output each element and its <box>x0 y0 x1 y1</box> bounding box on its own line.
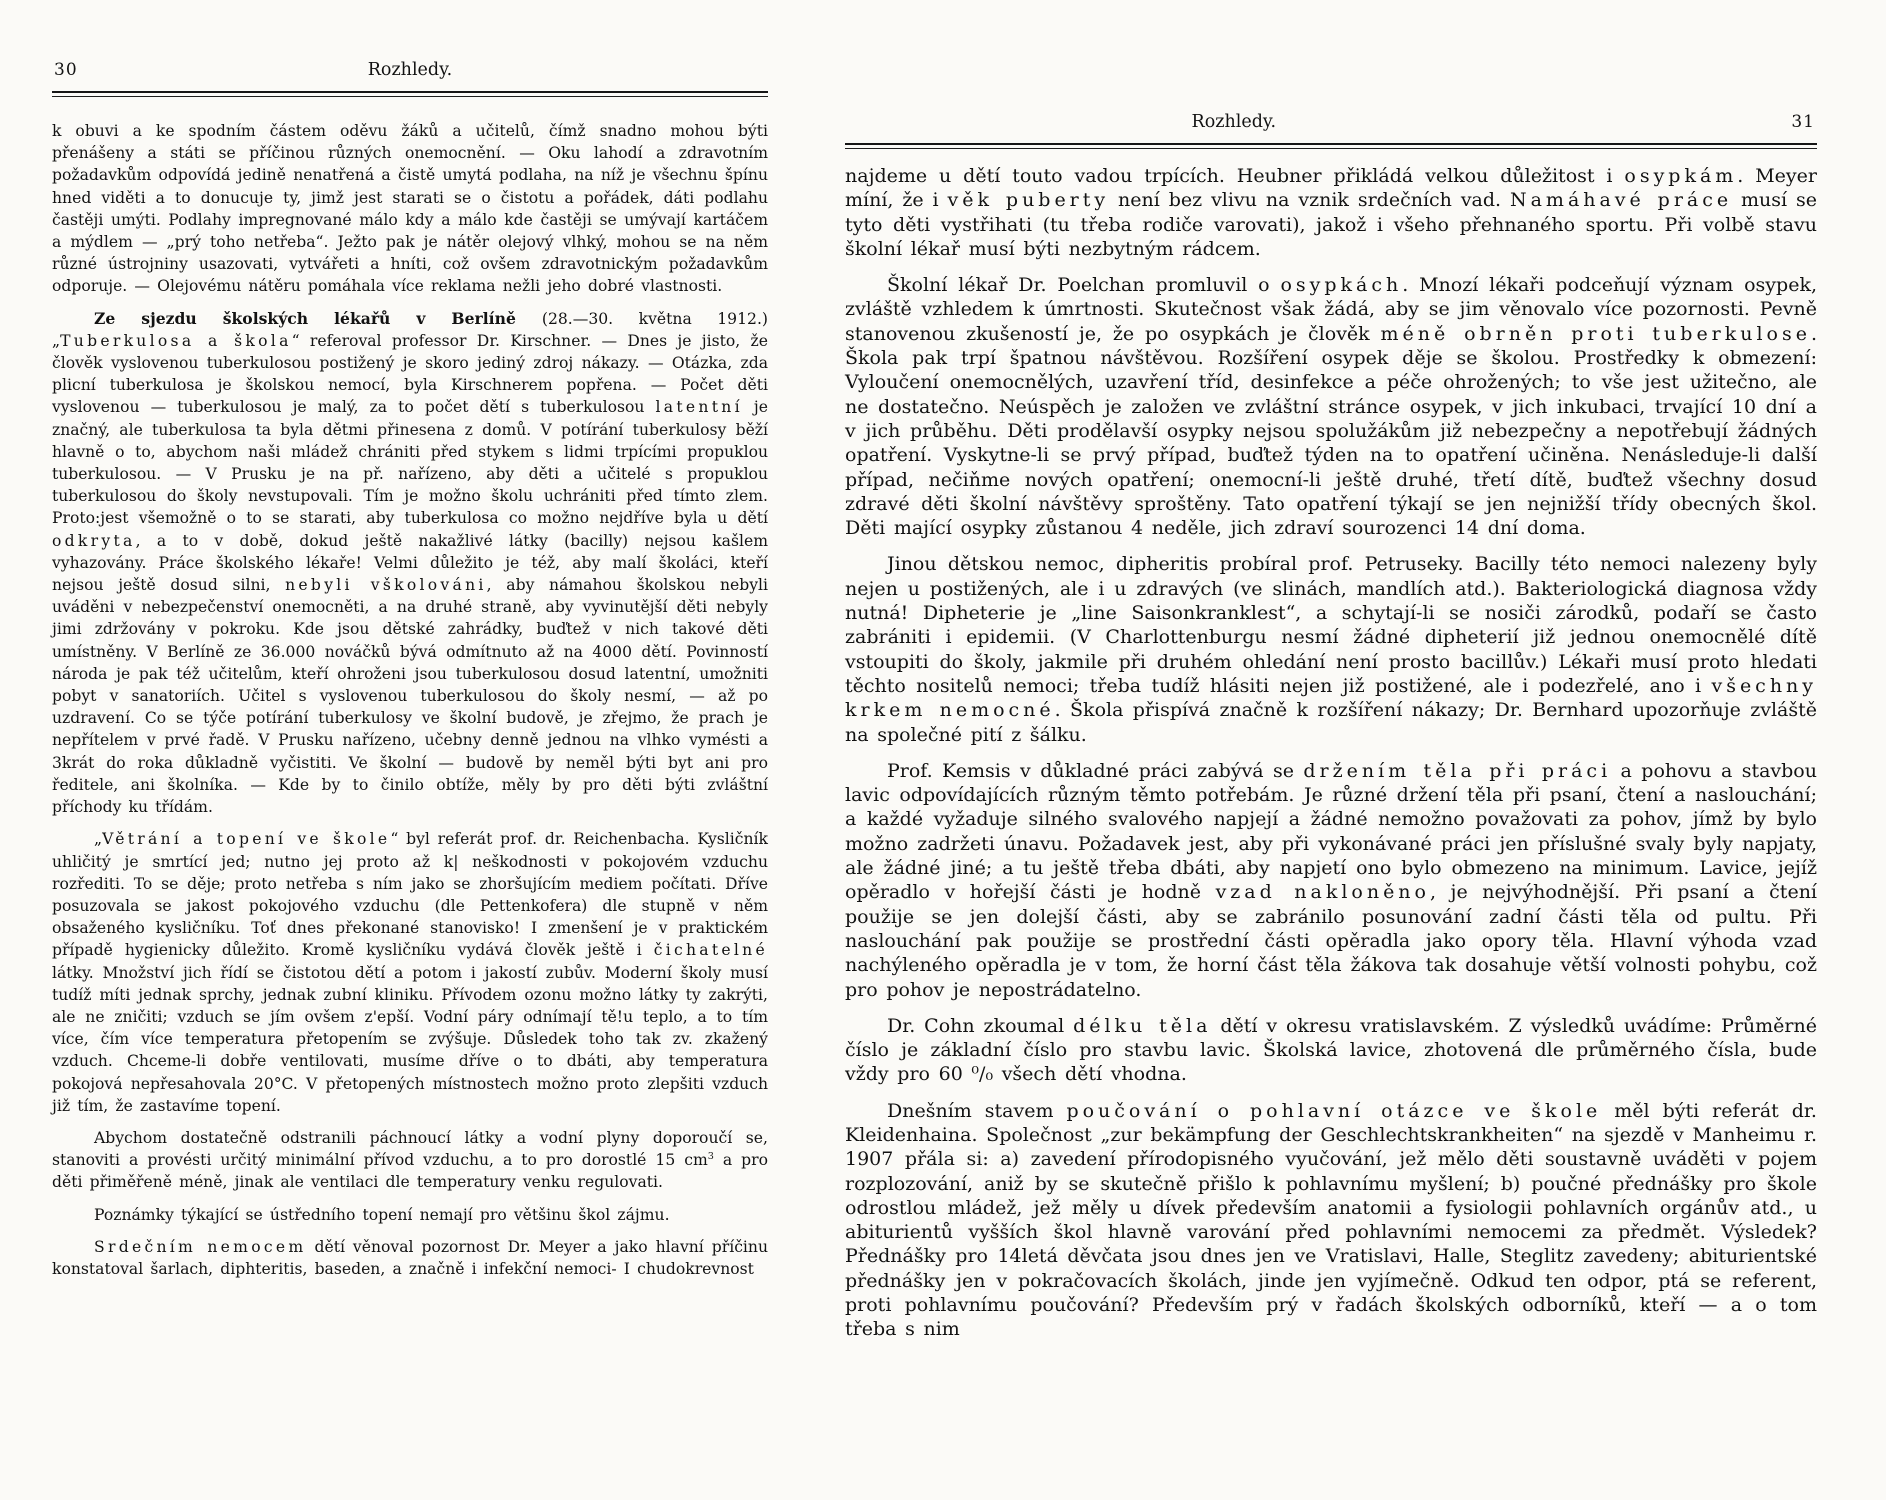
page-30-header <box>52 60 768 86</box>
text-run: Ze sjezdu školských lékařů v Berlíně <box>94 308 542 328</box>
text-run: všechny krkem nemocné <box>845 674 1817 722</box>
page-body <box>845 164 1817 1342</box>
text-run: měl býti referát dr. Kleidenhaina. Společnost „zur bekämpfung der Geschlechtskrankheiten“ na sjezdě v Manheimu r. 1907 přála si: a) zavedení přírodopisného vyučování, jež mělo děti soustavně uváděti v pojem rozplozování, aniž by se skutečně přišlo k pohlavnímu myšlení; b) poučné přednášky pro škole odrostlou mládež, jež měly u dívek především anatomii a fysiologii pohlavních orgánův atd., u abiturientů vyšších škol hlavně varování před pohlavními nemocemi za předmět. Výsledek? Přednášky pro 14letá děvčata jsou dnes jen ve Vratislavi, Halle, Steglitz zavedeny; abiturientské přednášky jen v pokračovacích školách, jinde jen vyjímečně. Odkud ten odpor, ptá se referent, proti pohlavnímu poučování? Především prý v řadách školských odborníků, kteří — a o tom třeba s nim <box>845 1099 1817 1341</box>
text-run: . Meyer míní, že i <box>845 165 1817 212</box>
text-run: Dnešním stavem <box>887 1099 1067 1122</box>
text-run: Školní lékař Dr. Poelchan promluvil o <box>887 274 1281 297</box>
text-run: latentní <box>655 398 743 417</box>
text-run: , a to v době, dokud ještě nakažlivé látky (bacilly) nejsou kašlem vyhazovány. Práce školského lékaře! Velmi důležito je též, aby malí školáci, kteří nejsou ještě dosud silni, <box>52 531 768 595</box>
page-body <box>52 120 768 1280</box>
paragraph <box>845 1099 1817 1342</box>
text-run: je značný, ale tuberkulosa ta byla dětmi přinesena z domů. V potírání tuberkulosy běží hlavně o to, abychom naši mládež chrániti před stykem s lidmi trpícími propuklou tuberkulosou. — V Prusku je na př. nařízeno, aby děti a učitelé s propuklou tuberkulosou do školy nevstupovali. Tím je možno školu uchrániti před tímto zlem. Proto:jest všemožně o to se starati, aby tuberkulosa co možno nejdříve byla u dětí <box>52 398 768 528</box>
text-run: věk puberty <box>947 189 1110 212</box>
page-31-header <box>845 112 1817 138</box>
paragraph <box>52 1236 768 1280</box>
text-run: 3 <box>707 1150 714 1162</box>
header-rule <box>52 91 768 97</box>
text-run: Dr. Cohn zkoumal <box>887 1014 1074 1037</box>
text-run: méně obrněn proti tuberkulose <box>1380 322 1811 345</box>
text-run: látky. Množství jich řídí se čistotou dětí a potom i jakostí zubův. Moderní školy musí tudíž míti jednak sprchy, jednak zubní kliniku. Přívodem ozonu možno látky ty zakrýti, ale ne zničiti; vzduch se jím ovšem z'epší. Vodní páry odnímají tě!u teplo, a to tím více, čím více temperatura přetopením se zvýšuje. Důsledek toho tak zv. zkažený vzduch. Chceme-li dobře ventilovati, musíme dříve o to dbáti, aby temperatura pokojová nepřesahovala 20°C. V přetopených místnostech možno proto zlepšiti vzduch již tím, že zastavíme topení. <box>52 963 768 1115</box>
paragraph <box>845 1014 1817 1087</box>
text-run: najdeme u dětí touto vadou trpících. Heubner přikládá velkou důležitost i <box>845 165 1625 187</box>
page-number: 30 <box>54 60 78 80</box>
text-run: dětí věnoval pozornost Dr. Meyer a jako hlavní příčinu konstatoval šarlach, diphteritis, baseden, a značně i infekční nemoci- I chudokrevnost <box>52 1237 768 1278</box>
page-30 <box>52 60 768 1280</box>
text-run: Abychom dostatečně odstranili páchnoucí látky a vodní plyny doporoučí se, stanoviti a provésti určitý minimální přívod vzduchu, a to pro dorostlé 15 cm <box>52 1128 768 1170</box>
header-rule <box>845 143 1817 149</box>
text-run: Jinou dětskou nemoc, dipheritis probíral prof. Petruseky. Bacilly této nemoci nalezeny byly nejen u postižených, ale i u zdravých (ve slinách, mandlích atd.). Bakteriologická diagnosa vždy nutná! Dipheterie je „line Saisonkranklest“, a schytají-li se nosiči zárodků, podaří se často zabrániti i epidemii. (V Charlottenburgu nesmí žádné dipheterií již jednou onemocnělé dítě vstoupiti do školy, jakmile při druhém ohledání není prosto bacillův.) Lékaři musí proto hledati těchto nositelů nemoci; třeba tudíž hlásiti nejen již postižené, ale i podezřelé, ano i <box>845 553 1817 697</box>
text-run: dětí v okresu vratislavském. Z výsledků uvádíme: Průměrné číslo je základní číslo pro stavbu lavic. Školská lavice, zhotovená dle průměrného čísla, bude vždy pro 60 ⁰/₀ všech dětí vhodna. <box>845 1014 1817 1086</box>
paragraph <box>52 120 768 298</box>
paragraph <box>52 1204 768 1226</box>
text-run: čichatelné <box>653 941 768 960</box>
text-run: osypkám <box>1624 165 1738 187</box>
paragraph <box>845 164 1817 261</box>
text-run: a pro děti přiměřeně méně, jinak ale ventilaci dle temperatury venku regulovati. <box>52 1151 768 1192</box>
text-run: vzad nakloněno <box>1215 881 1430 904</box>
text-run: “ byl referát prof. dr. Reichenbacha. Kysličník uhličitý je smrtící jed; nutno jej proto až k| neškodnosti v pokojovém vzduchu rozřediti. To se děje; proto netřeba s ním jako se zhoršujícím mediem počítati. Dříve posuzovala se jakost pokojového vzduchu (dle Pettenkofera) dle stupně v něm obsaženého kysličníku. Toť dnes překonané stanovisko! I zmenšení je v praktickém případě hygienicky důležito. Kromě kysličníku vydává člověk ještě i <box>52 830 768 960</box>
paragraph <box>52 828 768 1117</box>
text-run: Namáhavé práce <box>1510 189 1733 212</box>
text-run: k obuvi a ke spodním částem oděvu žáků a učitelů, čímž snadno mohou býti přenášeny a státi se příčinou různých onemocnění. — Oku lahodí a zdravotním požadavkům odpovídá jedině nenatřená a čistě umytá podlaha, na níž je všechnu špínu hned viděti a to donucuje ty, jimž jest starati se o čistotu a pořádek, dáti podlahu častěji umýti. Podlahy impregnované málo kdy a málo kde častěji se umývají kartáčem a mýdlem — „prý toho netřeba“. Ježto pak je nátěr olejový vlhký, mohou se na něm různé ústrojniny usazovati, vytvářeti a hníti, což ovšem zdravotnickým požadavkům odporuje. — Olejovému nátěru pomáhala více reklama nežli jeho dobré vlastnosti. <box>52 122 768 296</box>
running-title: Rozhledy. <box>367 60 453 80</box>
text-run: Tuberkulosa a škola <box>60 331 292 350</box>
text-run: Poznámky týkající se ústředního topení nemají pro většinu škol zájmu. <box>94 1205 670 1224</box>
paragraph <box>845 552 1817 746</box>
paragraph <box>52 308 768 819</box>
text-run: odkryta <box>52 531 136 550</box>
text-run: nebyli vškolováni <box>285 576 487 595</box>
text-run: „ <box>94 830 103 849</box>
running-title: Rozhledy. <box>1191 112 1277 132</box>
text-run: . Mnozí lékaři podceňují význam osypek, zvláště vzhledem k úmrtnosti. Skutečnost však žádá, aby se jim věnovalo více pozornosti. Pevně stanovenou zkušeností je, že po osypkách je člověk <box>845 274 1818 345</box>
text-run: Srdečním nemocem <box>94 1237 307 1256</box>
page-number: 31 <box>1791 112 1815 132</box>
text-run: Větrání a topení ve škole <box>102 830 391 849</box>
text-run: a pohovu a stavbou lavic odpovídajících různým těmto potřebám. Je různé držení těla při psaní, čtení a naslouchání; a každé vyžaduje silného svalového napjejí a žádné nemožno považovati za pohov, jímž by bylo možno zadržeti únavu. Požadavek jest, aby při vykonávané práci jen příslušné svaly byly napjaty, ale žádné jiné; a tu ještě třeba dbáti, aby napjetí ono bylo obmezeno na minimum. Lavice, jejíž opěradlo v hořejší části je hodně <box>845 759 1817 904</box>
paragraph <box>845 759 1817 1002</box>
text-run: , je nejvýhodnější. Při psaní a čtení použije se jen dolejší části, aby se zabránilo posunování zadní části těla od pultu. Při naslouchání pak použije se prostřední části opěradla jako opory těla. Hlavní výhoda vzad nachýleného opěradla je v tom, že horní část těla žákova tak dosahuje větší volnosti pohybu, což pro pohov je nepostrádatelno. <box>845 881 1818 1001</box>
text-run: držením těla při práci <box>1303 759 1612 782</box>
text-run: Prof. Kemsis v důkladné práci zabývá se <box>887 759 1304 782</box>
text-run: “ referoval professor Dr. Kirschner. — Dnes je jisto, že člověk vyslovenou tuberkulosou postižený je skoro jediný zdroj nákazy. — Otázka, zda plicní tuberkulosa je školskou nemocí, byla Kirschnerem popřena. — Počet děti vyslovenou — tuberkulosou je malý, za to počet dětí s tuberkulosou <box>52 331 768 417</box>
text-run: , aby námahou školskou nebyli uváděni v nebezpečenství onemocněti, a na druhé straně, aby vyvinutější děti nebyly jimi zdržovány v pokroku. Kde jsou dětské zahrádky, buďtež v nich takové děti umístněny. V Berlíně ze 36.000 nováčků bývá odmítnuto až na 4000 dětí. Povinností národa je pak též učitelům, kteří ohroženi jsou tuberkulosou dosud latentní, umožniti pobyt v sanatoriích. Učitel s vyslovenou tuberkulosou do školy nesmí, — až po uzdravení. Co se týče potírání tuberkulosy ve školní budově, je zřejmo, že prach je nepřítelem v prvé řadě. V Prusku nařízeno, učebny denně jednou na vlhko vymésti a 3krát do roka důkladně vyčistiti. Ve školní — budově by neměl býti byt ani pro ředitele, ani školníka. — Kde by to činilo obtíže, měly by pro děti býti zvláštní příchody ku třídám. <box>52 576 768 817</box>
text-run: není bez vlivu na vznik srdečních vad. <box>1109 189 1510 212</box>
page-31 <box>845 112 1817 1342</box>
text-run: délku těla <box>1073 1014 1212 1037</box>
text-run: poučování o pohlavní otázce ve škole <box>1066 1099 1602 1122</box>
text-run: osypkách <box>1280 274 1403 297</box>
paragraph <box>845 273 1817 540</box>
paragraph <box>52 1127 768 1194</box>
text-run: (28.—30. května 1912.) „ <box>52 309 768 350</box>
text-run: . Škola pak trpí špatnou návštěvou. Rozšíření osypek děje se školou. Prostředky k obmezení: Vyloučení onemocnělých, uzavření tříd, desinfekce a péče ohrožených; to vše jest užitečno, ale ne dostatečno. Neúspěch je založen ve zvláštní stránce osypek, v jich inkubaci, trvající 10 dní a v jich průběhu. Děti prodělavší osypky nejsou spolužákům již nebezpečny a nepotřebují žádných opatření. Vyskytne-li se prvý případ, buďtež týden na to opatření učiněna. Nenásleduje-li další případ, nečiňme nových opatření; onemocní-li ještě druhé, třetí dítě, buďtež všechny dosud zdravé děti školní návštěvy sproštěny. Tato opatření týkají se jen nejnižší třídy obecných škol. Děti mající osypky zůstanou 4 neděle, jich zdraví sourozenci 14 dní doma. <box>845 322 1817 540</box>
text-run: . Škola přispívá značně k rozšíření nákazy; Dr. Bernhard upozorňuje zvláště na společné pití z šálku. <box>845 699 1817 746</box>
text-run: musí se tyto děti vystřihati (tu třeba rodiče varovati), jakož i všeho přehnaného sportu. Při volbě stavu školní lékař musí býti nezbytným rádcem. <box>845 189 1817 260</box>
